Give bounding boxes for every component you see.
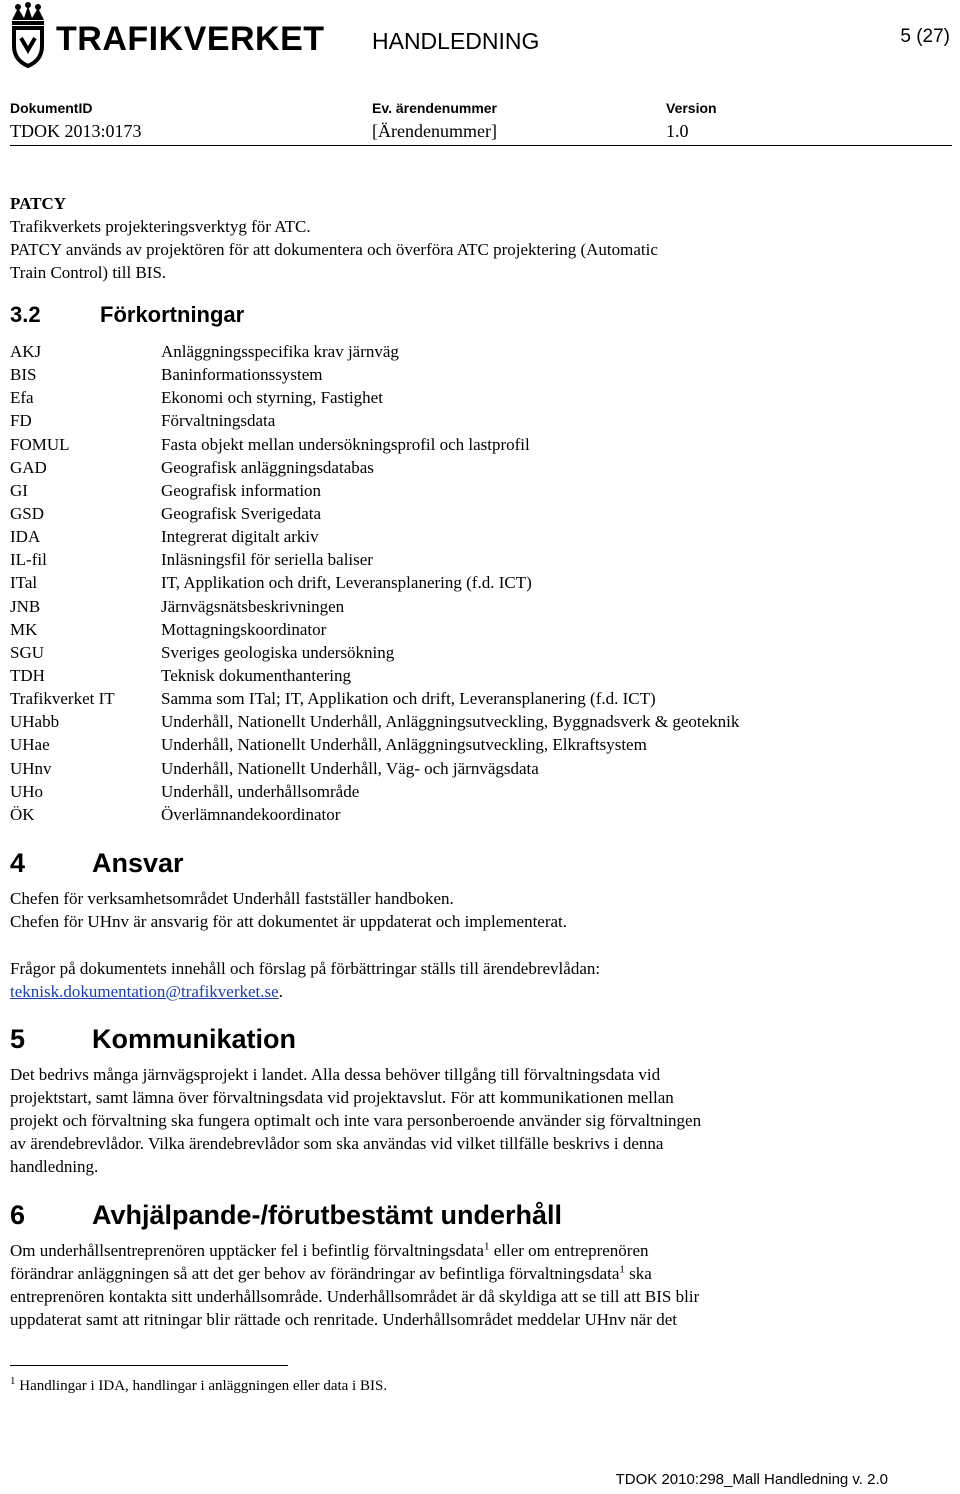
version-label: Version	[666, 100, 717, 116]
footnote-divider	[10, 1365, 288, 1366]
abbreviation-term: GAD	[10, 457, 47, 477]
abbreviation-definition: Underhåll, Nationellt Underhåll, Väg- och järnvägsdata	[161, 758, 539, 778]
communication-line-1: Det bedrivs många järnvägsprojekt i landet. Alla dessa behöver tillgång till förvaltningsdata vid	[10, 1065, 661, 1084]
case-number-label: Ev. ärendenummer	[372, 100, 498, 116]
abbreviation-definition: IT, Applikation och drift, Leveransplanering (f.d. ICT)	[161, 573, 532, 593]
abbreviation-definition: Överlämnandekoordinator	[161, 804, 341, 824]
abbreviation-row	[10, 386, 950, 409]
abbreviation-row	[10, 433, 950, 456]
abbreviation-term: IDA	[10, 527, 41, 547]
abbreviation-term: UHae	[10, 735, 50, 755]
footnote-ref: 1	[619, 1263, 625, 1276]
section-4-number: 4	[10, 848, 26, 878]
page-number: 5 (27)	[900, 26, 950, 47]
document-type: HANDLEDNING	[372, 28, 540, 54]
abbreviation-row	[10, 479, 950, 502]
section-6-number: 6	[10, 1200, 26, 1230]
abbreviation-term: Trafikverket IT	[10, 689, 115, 709]
section-3-2-number: 3.2	[10, 302, 41, 327]
abbreviation-definition: Geografisk Sverigedata	[161, 503, 322, 523]
abbreviation-definition: Anläggningsspecifika krav järnväg	[161, 342, 399, 361]
email-suffix: .	[278, 982, 283, 1001]
abbreviation-definition: Integrerat digitalt arkiv	[161, 527, 319, 547]
responsibility-line-2: Chefen för UHnv är ansvarig för att dokumentet är uppdaterat och implementerat.	[10, 912, 568, 931]
patcy-term: PATCY	[10, 194, 67, 213]
abbreviation-term: TDH	[10, 665, 45, 685]
abbreviation-term: JNB	[10, 596, 41, 616]
abbreviation-term: UHo	[10, 781, 44, 801]
abbreviation-definition: Järnvägsnätsbeskrivningen	[161, 596, 345, 616]
abbreviation-row	[10, 340, 950, 363]
brand-name: TRAFIKVERKET	[56, 20, 325, 58]
abbreviation-term: Efa	[10, 388, 34, 408]
abbreviation-row	[10, 780, 950, 803]
abbreviation-term: ITal	[10, 573, 38, 593]
maintenance-line-2	[10, 1262, 652, 1285]
footnote-ref: 1	[483, 1240, 490, 1253]
abbreviation-row	[10, 502, 950, 525]
abbreviation-row	[10, 595, 950, 618]
doc-id-value: TDOK 2013:0173	[10, 121, 142, 141]
abbreviation-term: FD	[10, 411, 32, 431]
patcy-line-1: Trafikverkets projekteringsverktyg för ATC.	[10, 217, 311, 236]
section-6-title: Avhjälpande-/förutbestämt underhåll	[92, 1200, 563, 1230]
abbreviation-term: MK	[10, 619, 38, 639]
maintenance-line-1	[10, 1239, 649, 1262]
abbreviation-row	[10, 757, 950, 780]
abbreviation-definition: Geografisk information	[161, 480, 322, 500]
abbreviation-definition: Fasta objekt mellan undersökningsprofil och lastprofil	[161, 434, 530, 454]
abbreviation-term: GI	[10, 480, 28, 500]
abbreviation-term: ÖK	[10, 804, 35, 824]
crown-emblem-icon	[4, 2, 52, 68]
trafikverket-logo	[4, 2, 325, 72]
abbreviation-term: IL-fil	[10, 550, 47, 570]
abbreviation-row	[10, 618, 950, 641]
abbreviation-term: FOMUL	[10, 434, 70, 454]
abbreviation-term: UHabb	[10, 712, 60, 732]
footnote	[10, 1375, 388, 1395]
communication-line-3: projekt och förvaltning ska fungera optimalt och inte vara personberoende använder sig förvaltningen	[10, 1111, 702, 1130]
maintenance-line-2-text: förändrar anläggningen så att det ger behov av förändringar av befintliga förvaltningsdata	[10, 1264, 620, 1283]
abbreviation-row	[10, 803, 950, 826]
patcy-line-3: Train Control) till BIS.	[10, 263, 167, 282]
abbreviation-definition: Sveriges geologiska undersökning	[161, 642, 395, 662]
abbreviation-definition: Samma som ITal; IT, Applikation och drift, Leveransplanering (f.d. ICT)	[161, 689, 656, 709]
abbreviation-row	[10, 409, 950, 432]
abbreviation-term: AKJ	[10, 342, 42, 361]
questions-line: Frågor på dokumentets innehåll och förslag på förbättringar ställs till ärendebrevlådan:	[10, 959, 601, 978]
section-5-title: Kommunikation	[92, 1024, 297, 1054]
abbreviation-definition: Förvaltningsdata	[161, 411, 276, 431]
email-line	[10, 980, 283, 1003]
abbreviation-row	[10, 363, 950, 386]
abbreviation-definition: Teknisk dokumenthantering	[161, 665, 352, 685]
abbreviation-definition: Inläsningsfil för seriella baliser	[161, 550, 373, 570]
template-footer: TDOK 2010:298_Mall Handledning v. 2.0	[615, 1471, 888, 1488]
abbreviation-row	[10, 548, 950, 571]
maintenance-line-1-tail: eller om entreprenören	[489, 1241, 649, 1260]
abbreviation-definition: Baninformationssystem	[161, 365, 323, 385]
abbreviation-list	[10, 340, 950, 826]
abbreviation-definition: Underhåll, underhållsområde	[161, 781, 360, 801]
maintenance-line-2-tail: ska	[624, 1264, 652, 1283]
header-divider	[10, 145, 952, 146]
maintenance-line-4: uppdaterat samt att ritningar blir rättade och renritade. Underhållsområdet meddelar UHnv när det	[10, 1310, 677, 1329]
abbreviation-definition: Mottagningskoordinator	[161, 619, 327, 639]
case-number-value: [Ärendenummer]	[372, 121, 497, 141]
abbreviation-row	[10, 641, 950, 664]
maintenance-line-3: entreprenören kontakta sitt underhållsområde. Underhållsområdet är då skyldiga att se till att BIS blir	[10, 1287, 700, 1306]
abbreviation-term: GSD	[10, 503, 45, 523]
footnote-number: 1	[10, 1375, 16, 1387]
abbreviation-definition: Underhåll, Nationellt Underhåll, Anläggningsutveckling, Byggnadsverk & geoteknik	[161, 712, 740, 732]
abbreviation-term: BIS	[10, 365, 37, 385]
abbreviation-row	[10, 456, 950, 479]
section-3-2-title: Förkortningar	[100, 302, 245, 327]
maintenance-line-1-text: Om underhållsentreprenören upptäcker fel i befintlig förvaltningsdata	[10, 1241, 484, 1260]
abbreviation-row	[10, 525, 950, 548]
communication-line-2: projektstart, samt lämna över förvaltningsdata vid projektavslut. För att kommunikationen mellan	[10, 1088, 674, 1107]
abbreviation-row	[10, 687, 950, 710]
abbreviation-row	[10, 733, 950, 756]
abbreviation-definition: Underhåll, Nationellt Underhåll, Anläggningsutveckling, Elkraftsystem	[161, 735, 647, 755]
footnote-text: Handlingar i IDA, handlingar i anläggningen eller data i BIS.	[15, 1378, 388, 1394]
section-5-number: 5	[10, 1024, 26, 1054]
abbreviation-row	[10, 710, 950, 733]
abbreviation-definition: Ekonomi och styrning, Fastighet	[161, 388, 383, 408]
communication-line-4: av ärendebrevlådor. Vilka ärendebrevlådor som ska användas vid vilket tillfälle beskrivs i denna	[10, 1134, 664, 1153]
abbreviation-term: SGU	[10, 642, 45, 662]
patcy-line-2: PATCY används av projektören för att dokumentera och överföra ATC projektering (Automatic	[10, 240, 658, 259]
contact-email-link[interactable]: teknisk.dokumentation@trafikverket.se	[10, 982, 279, 1001]
section-4-title: Ansvar	[92, 848, 184, 878]
abbreviation-term: UHnv	[10, 758, 52, 778]
responsibility-line-1: Chefen för verksamhetsområdet Underhåll fastställer handboken.	[10, 889, 454, 908]
abbreviation-row	[10, 664, 950, 687]
version-value: 1.0	[666, 121, 689, 141]
communication-line-5: handledning.	[10, 1157, 99, 1176]
abbreviation-row	[10, 571, 950, 594]
doc-id-label: DokumentID	[10, 100, 93, 116]
abbreviation-definition: Geografisk anläggningsdatabas	[161, 457, 374, 477]
